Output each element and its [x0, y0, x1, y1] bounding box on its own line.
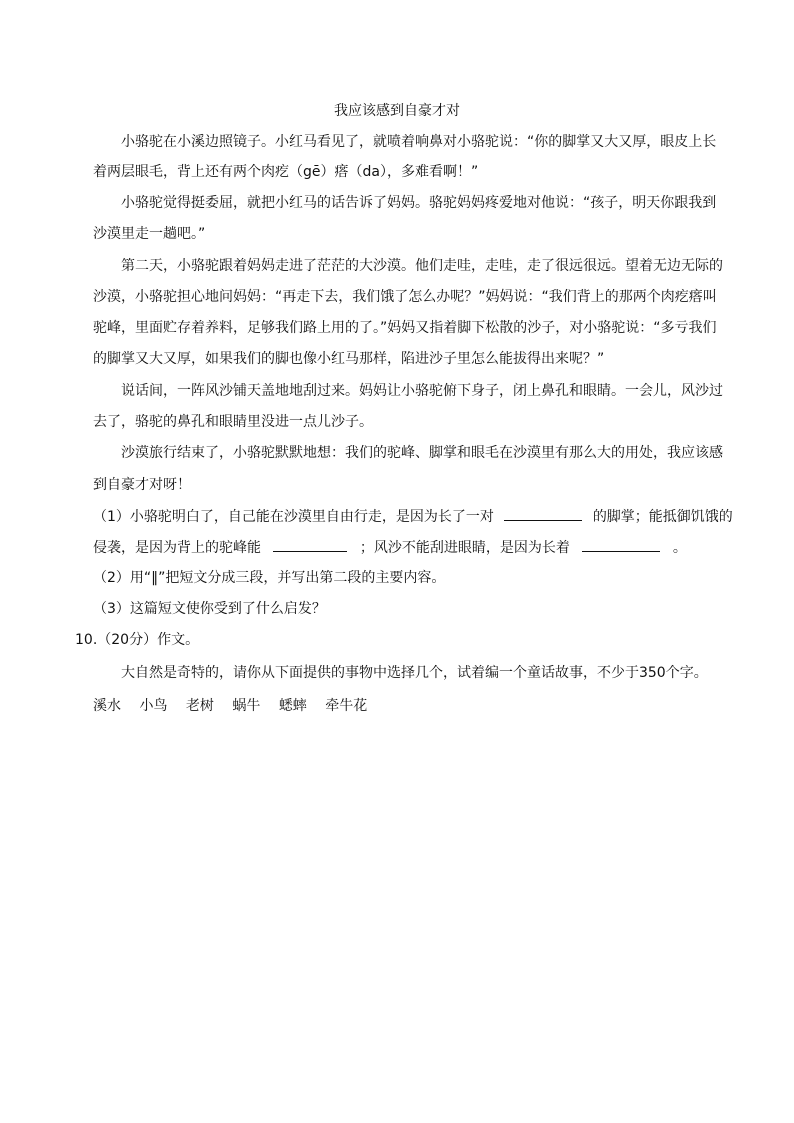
question-1-text-c: 侵袭，是因为背上的驼峰能	[93, 540, 261, 556]
paragraph-5-line-2: 到自豪才对呀！	[93, 477, 191, 493]
question-1-text-b: 的脚掌；能抵御饥饿的	[592, 509, 733, 525]
paragraph-3-line-3: 驼峰，里面贮存着养料，足够我们路上用的了。”妈妈又指着脚下松散的沙子，对小骆驼说：“多亏我们	[93, 320, 717, 336]
essay-word-list	[93, 696, 381, 716]
paragraph-1-line-2: 着两层眼毛，背上还有两个肉疙（gē）瘩（da），多难看啊！”	[93, 164, 479, 180]
passage-title: 我应该感到自豪才对	[334, 103, 460, 119]
paragraph-3-line-4: 的脚掌又大又厚，如果我们的脚也像小红马那样，陷进沙子里怎么能拔得出来呢？”	[93, 351, 605, 367]
answer-blank-2[interactable]	[273, 537, 347, 552]
question-3: （3）这篇短文使你受到了什么启发？	[93, 601, 326, 617]
paragraph-3-line-1: 第二天，小骆驼跟着妈妈走进了茫茫的大沙漠。他们走哇，走哇，走了很远很远。望着无边无际的	[121, 258, 723, 274]
essay-word: 老树	[185, 698, 214, 714]
essay-word: 蟋蟀	[278, 698, 307, 714]
essay-instruction: 大自然是奇特的，请你从下面提供的事物中选择几个，试着编一个童话故事，不少于350个字。	[121, 665, 708, 681]
question-1-text-d: ；风沙不能刮进眼睛，是因为长着	[359, 540, 570, 556]
paragraph-4-line-2: 去了，骆驼的鼻孔和眼睛里没进一点儿沙子。	[93, 414, 373, 430]
essay-word: 牵牛花	[325, 698, 368, 714]
essay-word: 蜗牛	[232, 698, 261, 714]
paragraph-1-line-1: 小骆驼在小溪边照镜子。小红马看见了，就喷着响鼻对小骆驼说：“你的脚掌又大又厚，眼皮上长	[121, 134, 717, 150]
question-1-line-1	[93, 506, 733, 527]
essay-word: 小鸟	[139, 698, 168, 714]
question-2: （2）用“‖”把短文分成三段，并写出第二段的主要内容。	[93, 570, 446, 586]
paragraph-2-line-2: 沙漠里走一趟吧。”	[93, 226, 206, 242]
paragraph-5-line-1: 沙漠旅行结束了，小骆驼默默地想：我们的驼峰、脚掌和眼毛在沙漠里有那么大的用处，我应该感	[121, 445, 723, 461]
answer-blank-1[interactable]	[504, 506, 582, 521]
essay-heading: 10.（20分）作文。	[75, 632, 200, 648]
question-1-text-a: （1）小骆驼明白了，自己能在沙漠里自由行走，是因为长了一对	[93, 509, 494, 525]
question-1-text-e: 。	[672, 540, 687, 556]
paragraph-3-line-2: 沙漠，小骆驼担心地问妈妈：“再走下去，我们饿了怎么办呢？”妈妈说：“我们背上的那两个肉疙瘩叫	[93, 289, 717, 305]
answer-blank-3[interactable]	[582, 537, 660, 552]
question-1-line-2	[93, 537, 687, 558]
paragraph-4-line-1: 说话间，一阵风沙铺天盖地地刮过来。妈妈让小骆驼俯下身子，闭上鼻孔和眼睛。一会儿，风沙过	[121, 383, 723, 399]
paragraph-2-line-1: 小骆驼觉得挺委屈，就把小红马的话告诉了妈妈。骆驼妈妈疼爱地对他说：“孩子，明天你跟我到	[121, 195, 717, 211]
essay-word: 溪水	[93, 698, 121, 714]
